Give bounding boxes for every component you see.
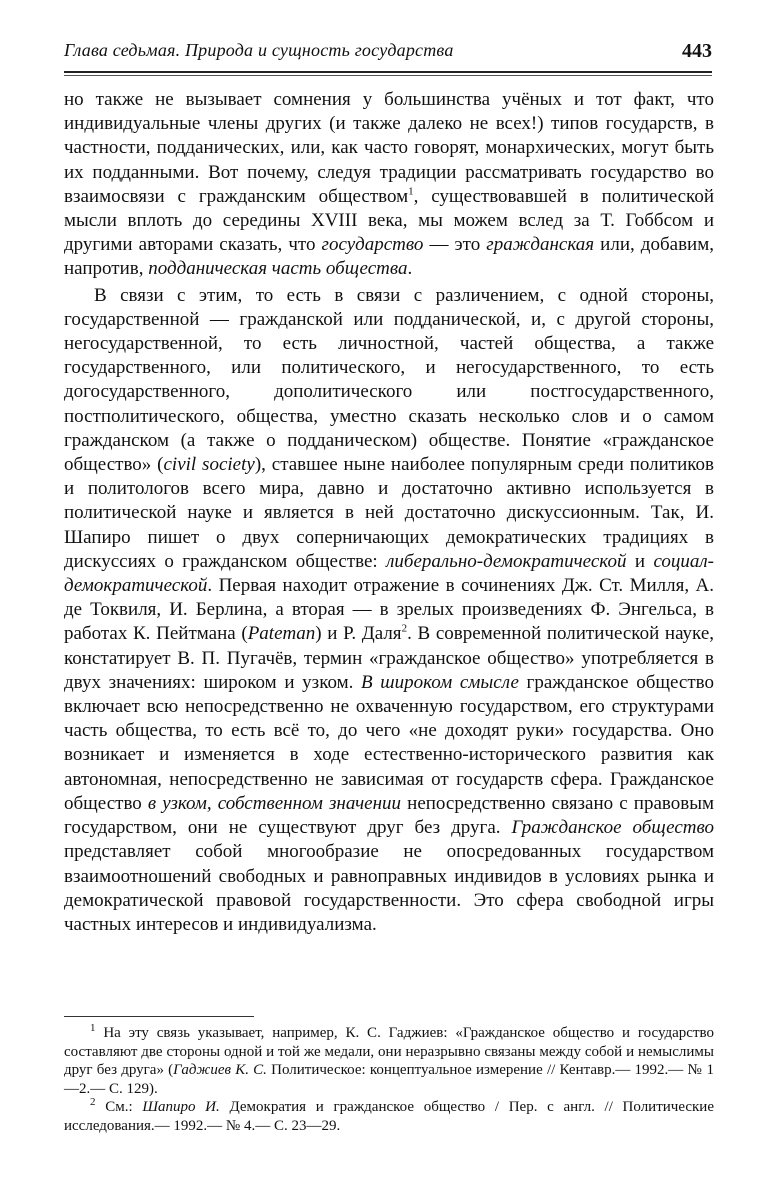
emphasis: подданическая часть общества — [148, 258, 408, 280]
footnote-separator — [64, 1016, 254, 1017]
emphasis: Гражданское общество — [511, 817, 714, 839]
footnote-2 — [64, 1098, 714, 1135]
text-run: В связи с этим, то есть в связи с различением, с одной стороны, государственной — гражданской или подданической, и, с другой стороны, негосударственной, то есть личностной, частей общества, а также государственного, или политического, и негосударственного, то есть догосударственного, дополитического или постгосударственного, постполитического, общества, уместно сказать несколько слов и о самом гражданском (а также о подданическом) обществе. Понятие «гражданское общество» ( — [64, 284, 714, 476]
running-title: Глава седьмая. Природа и сущность государства — [64, 40, 454, 60]
text-run: но также не вызывает сомнения у большинства учёных и тот факт, что индивидуальные члены других (и также далеко не всех!) типов государств, в частности, подданических, или, как часто говорят, монархических, могут быть их подданными. Вот почему, следуя традиции рассматривать государство во взаимосвязи с гражданским обществом — [64, 89, 714, 207]
text-run: . — [407, 258, 413, 280]
text-run: ) и Р. Даля — [315, 623, 402, 645]
emphasis: в узком, собственном значении — [147, 792, 402, 814]
text-run: ), ставшее ныне наиболее популярным среди политиков и политологов всего мира, давно и достаточно активно используется в политической науке и является в ней достаточно дискуссионным. Так, И. Шапиро пишет о двух соперничающих демократических традициях в дискуссиях о гражданском обществе: — [64, 454, 714, 572]
text-run: На эту связь указывает, например, К. С. Гаджиев: «Гражданское общество и государство составляют две стороны одной и той же медали, они неразрывно связаны между собой и немыслимы друг без друга» ( — [64, 1025, 714, 1078]
text-run: . Первая находит отражение в сочинениях Дж. Ст. Милля, А. де Токвиля, И. Берлина, а вторая — в зрелых произведениях Ф. Энгельса, в работах К. Пейтмана ( — [64, 575, 714, 645]
text-run: Демократия и гражданское общество / Пер. с англ. // Политические исследования.— 1992.— № 4.— С. 23—29. — [64, 1099, 714, 1134]
emphasis: либерально-демократической — [386, 550, 627, 572]
emphasis: государство — [321, 234, 424, 256]
footnotes — [64, 1024, 714, 1135]
text-run: , существовавшей в политической мысли вплоть до середины XVIII века, мы можем вслед за Т. Гоббсом и другими авторами сказать, что — [64, 185, 714, 256]
emphasis: В широком смысле — [361, 671, 519, 693]
emphasis: гражданская — [486, 234, 595, 256]
emphasis: Pateman — [247, 623, 316, 645]
text-run: Политическое: концептуальное измерение // Кентавр.— 1992.— № 1—2.— С. 129). — [64, 1062, 714, 1097]
header-rule — [64, 71, 712, 73]
text-run: . В современной политической науке, констатирует В. П. Пугачёв, термин «гражданское общество» употребляется в двух значениях: широком и узком. — [64, 623, 715, 693]
main-text — [64, 88, 714, 937]
text-run: непосредственно связано с правовым государством, они не существуют друг без друга. — [64, 792, 715, 839]
page-header — [64, 40, 712, 68]
emphasis: Шапиро И. — [142, 1099, 220, 1115]
paragraph-2 — [64, 284, 714, 937]
header-rule-thin — [64, 75, 712, 76]
footnote-1 — [64, 1024, 714, 1098]
emphasis: civil society — [163, 454, 255, 476]
emphasis: Гаджиев К. С. — [173, 1062, 267, 1078]
text-run: См.: — [95, 1099, 143, 1115]
text-run: гражданское общество включает всю непосредственно не охваченную государством, его структурами часть общества, то есть всё то, до чего «не доходят руки» государства. Оно возникает и изменяется в ходе естественно-исторического развития как автономная, непосредственно не зависимая от государств сфера. Гражданское общество — [64, 671, 714, 814]
footnote-ref-1[interactable]: 1 — [408, 185, 414, 198]
text-run: представляет собой многообразие не опосредованных государством взаимоотношений свободных и равноправных индивидов в условиях рынка и демократической правовой государственности. Это сфера свободной игры частных интересов и индивидуализма. — [64, 841, 714, 935]
page-number: 443 — [682, 40, 712, 62]
footnote-mark-2: 2 — [90, 1096, 96, 1108]
text-run: или, добавим, напротив, — [64, 234, 714, 280]
text-run: и — [626, 550, 654, 572]
footnote-ref-2[interactable]: 2 — [401, 623, 408, 636]
emphasis: социал-демократической — [64, 550, 715, 597]
footnote-mark-1: 1 — [90, 1022, 96, 1034]
text-run: — это — [423, 234, 487, 256]
paragraph-1 — [64, 88, 714, 282]
